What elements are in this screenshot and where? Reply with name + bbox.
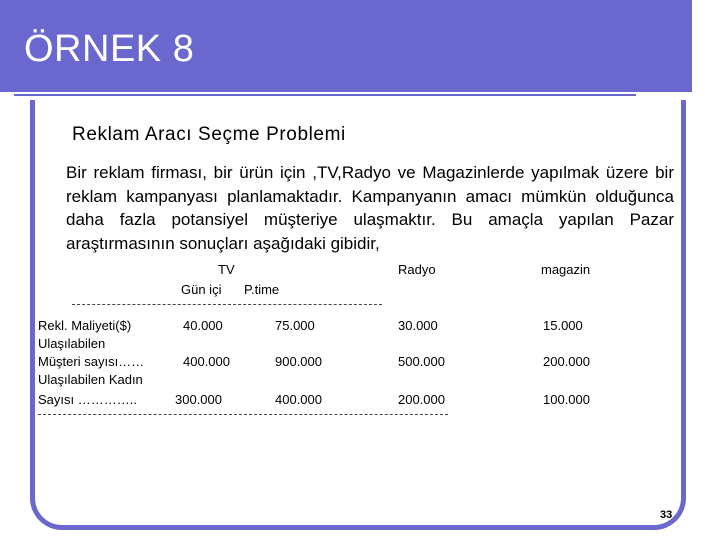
row-label-line1: Ulaşılabilen Kadın: [38, 372, 143, 387]
row-label: Rekl. Maliyeti($): [38, 318, 132, 333]
cell-gun-ici: 400.000: [183, 354, 230, 369]
corner-decoration: [692, 0, 720, 92]
row-label: Sayısı …………..: [38, 392, 137, 407]
header-gun-ici: Gün içi: [181, 282, 222, 297]
header-p-time: P.time: [244, 282, 280, 297]
header-tv: TV: [218, 262, 235, 277]
cell-p-time: 400.000: [275, 392, 322, 407]
cell-magazin: 100.000: [543, 392, 590, 407]
page-number: 33: [660, 509, 673, 521]
header-divider: [72, 304, 382, 305]
header-corner-notch: [692, 0, 720, 92]
row-label-line1: Ulaşılabilen: [38, 336, 106, 351]
cell-gun-ici: 40.000: [183, 318, 223, 333]
cell-gun-ici: 300.000: [175, 392, 222, 407]
slide-title: ÖRNEK 8: [24, 28, 195, 70]
header-radyo: Radyo: [398, 262, 436, 277]
cell-p-time: 75.000: [275, 318, 315, 333]
row-label: Müşteri sayısı……: [38, 354, 145, 369]
cell-magazin: 200.000: [543, 354, 590, 369]
header-magazin: magazin: [541, 262, 591, 277]
cell-magazin: 15.000: [543, 318, 583, 333]
slide-subtitle: Reklam Aracı Seçme Problemi: [72, 124, 346, 145]
cell-radyo: 500.000: [398, 354, 445, 369]
cell-p-time: 900.000: [275, 354, 322, 369]
cell-radyo: 200.000: [398, 392, 445, 407]
title-underline: [14, 94, 636, 96]
cell-radyo: 30.000: [398, 318, 438, 333]
problem-description: Bir reklam firması, bir ürün için ,TV,Radyo ve Magazinlerde yapılmak üzere bir reklam kampanyası planlamaktadır. Kampanyanın amacı mümkün olduğunca daha fazla potansiyel müşteriye ulaşmaktır. Bu amaçla yapılan Pazar araştırmasının sonuçları aşağıdaki gibidir,: [66, 163, 674, 253]
table-bottom-divider: [38, 414, 448, 415]
